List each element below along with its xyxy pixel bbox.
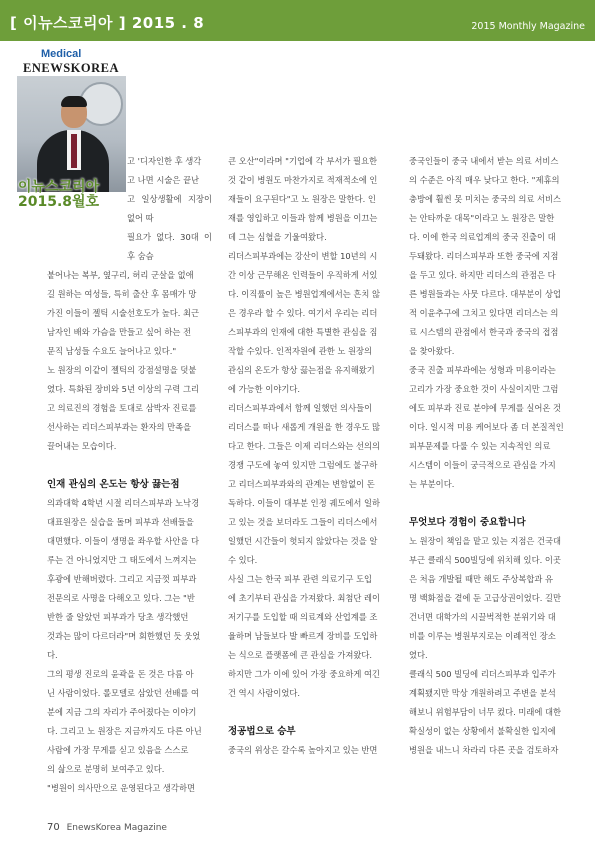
cover-caption-line1: 이뉴스코리아: [18, 179, 100, 195]
paragraph-gap: [47, 456, 212, 475]
text-line: 부근 클래식 500빌딩에 위치해 있다. 이곳: [409, 555, 561, 565]
text-line: 고 일상생활에 지장이 없어 따: [127, 194, 212, 223]
text-line: 저기구를 도입할 때 의료계와 산업계를 조: [228, 612, 378, 622]
text-line: 다. 이에 한국 의료업계의 중국 진출이 대: [409, 232, 556, 242]
text-line: 다. 이직률이 높은 병원업계에서는 흔치 않: [228, 289, 381, 299]
header-bar: [0, 0, 595, 41]
text-line: 다고 한다. 그들은 이제 리더스와는 선의의: [228, 441, 381, 451]
text-line: 다. 그리고 노 원장은 지금까지도 다른 아닌: [47, 726, 202, 736]
text-line: 필요가 없다. 30대 이후 숨슴: [127, 232, 212, 261]
text-line: 반한 줄 알았던 피부과가 당초 생각했던: [47, 612, 189, 622]
text-line: 하지만 그가 이에 있어 가장 중요하게 여긴: [228, 669, 381, 679]
text-line: 에도 피부과 진료 분야에 무게를 실어온 것: [409, 403, 562, 413]
text-line: 을 두고 있다. 하지만 리더스의 관점은 다: [409, 270, 556, 280]
text-line: 는 식으로 플랫폼에 큰 관심을 가져왔다.: [228, 650, 373, 660]
text-line: 의 수준은 아직 매우 낮다고 한다. "제휴의: [409, 175, 560, 185]
header-title: [ 이뉴스코리아 ] 2015 . 8: [10, 14, 205, 32]
text-line: 고리가 가장 중요한 것이 사실이지만 그럼: [409, 384, 559, 394]
text-line: 데 그는 심혈을 기울여왔다.: [228, 232, 327, 242]
text-line: 는 안타까운 대목"이라고 노 원장은 말한: [409, 213, 555, 223]
section-heading: 무엇보다 경험이 중요합니다: [409, 517, 526, 528]
text-line: 에 초기부터 관심을 가져왔다. 최첨단 레이: [228, 593, 381, 603]
text-line: 닌 사람이었다. 롤모델로 삼았던 선배를 여: [47, 688, 200, 698]
text-line: 명 백화점을 곁에 둔 고급상권이었다. 길만: [409, 593, 562, 603]
text-line: 끌어내는 모습이다.: [47, 441, 117, 451]
text-line: 중국의 위상은 갈수록 높아지고 있는 반면: [228, 745, 378, 755]
text-line: 른 병원들과는 사뭇 다르다. 대부분이 상업: [409, 289, 562, 299]
page-number: 70: [47, 822, 60, 833]
text-line: 큰 오산"이라며 "기업에 각 부서가 필요한: [228, 156, 378, 166]
text-line: 비를 이루는 병원부지로는 이례적인 장소: [409, 631, 556, 641]
text-line: 해보니 위험부담이 너무 컸다. 미래에 대한: [409, 707, 562, 717]
article-column-1: [47, 152, 212, 793]
text-line: 루는 건 아니었지만 그 태도에서 느껴지는: [47, 555, 197, 565]
text-line: 적 이윤추구에 그치고 있다면 리더스는 의: [409, 308, 559, 318]
text-line: 이다. 일시적 미용 케어보다 좀 더 본질적인: [409, 422, 564, 432]
text-line: 피부문제를 다룰 수 있는 지속적인 의료: [409, 441, 551, 451]
text-line: 경쟁 구도에 놓여 있지만 그럼에도 불구하: [228, 460, 378, 470]
text-line: 그의 평생 진로의 윤곽을 돈 것은 다름 아: [47, 669, 194, 679]
text-line: 두돼왔다. 리더스피부과 또한 중국에 지점: [409, 251, 559, 261]
text-line: 는 부분이다.: [409, 479, 455, 489]
text-line: 고 의료진의 경험을 토대로 삼박자 진료를: [47, 403, 197, 413]
text-line: 리더스피부과에는 강산이 변할 10년의 시: [228, 251, 378, 261]
text-line: 길 원하는 여성들, 특히 출산 후 몸매가 망: [47, 289, 197, 299]
text-line: 고 나면 시술은 끝난: [127, 175, 200, 185]
section-heading: 인재 관심의 온도는 항상 끓는점: [47, 479, 180, 490]
text-line: 선사하는 리더스피부과는 환자의 만족을: [47, 422, 192, 432]
text-line: 료 시스템의 관점에서 한국과 중국의 접점: [409, 327, 559, 337]
text-line: 문직 남성들 수요도 늘어나고 있다.": [47, 346, 177, 356]
text-line: 후광에 반해버렸다. 그리고 지금껏 피부과: [47, 574, 197, 584]
text-line: 건 역시 사람이었다.: [228, 688, 301, 698]
text-line: 붙어나는 복부, 옆구리, 허리 군살을 없애: [47, 270, 194, 280]
cover-person-hair: [61, 96, 87, 107]
article-column-3: [409, 152, 577, 792]
text-line: 분에 지금 그의 자리가 주어졌다는 이야기: [47, 707, 197, 717]
text-line: 재를 영입하고 이들과 함께 병원을 이끄는: [228, 213, 378, 223]
text-line: 다.: [47, 650, 58, 660]
text-line: 중국인들이 중국 내에서 받는 의료 서비스: [409, 156, 559, 166]
text-line: 의 삶으로 분명히 보여주고 있다.: [47, 764, 165, 774]
text-line: 계획됐지만 막상 개원하려고 주변을 분석: [409, 688, 556, 698]
text-line: 독하다. 이들이 대부분 인정 궤도에서 일하: [228, 498, 381, 508]
text-line: 고 있는 것을 보더라도 그들이 리더스에서: [228, 517, 378, 527]
text-line: 은 처음 개발될 때만 해도 주상복합과 유: [409, 574, 554, 584]
text-line: 관심의 온도가 항상 끓는점을 유지해왔기: [228, 365, 375, 375]
text-line: 대표원장은 실습을 돌며 피부과 선배들을: [47, 517, 194, 527]
text-line: 전문의로 사명을 다해오고 있다. 그는 "반: [47, 593, 195, 603]
cover-medical-label: Medical: [41, 48, 82, 60]
paragraph-gap: [228, 703, 391, 722]
header-magazine: 2015 Monthly Magazine: [471, 21, 585, 32]
text-line: 사람에 가장 무게를 싣고 있음을 스스로: [47, 745, 189, 755]
text-line: 작할 수있다. 인적자원에 관한 노 원장의: [228, 346, 373, 356]
text-line: 병원을 내느니 차라리 다른 곳을 검토하자: [409, 745, 559, 755]
text-line: 의과대학 4학년 시절 리더스피부과 노낙경: [47, 498, 200, 508]
text-line: 사실 그는 한국 피부 관련 의료기구 도입: [228, 574, 373, 584]
page-footer: [47, 822, 167, 833]
text-line: 을 찾아왔다.: [409, 346, 455, 356]
paragraph-gap: [409, 494, 577, 513]
text-line: 고 리더스피부과와의 관계는 변함없이 돈: [228, 479, 375, 489]
text-line: 은 경우라 할 수 있다. 여기서 우리는 리더: [228, 308, 378, 318]
text-line: 스피부과의 인재에 대한 특별한 관심을 짐: [228, 327, 378, 337]
text-line: 에 가능한 이야기다.: [228, 384, 301, 394]
text-line: 것과는 많이 다르더라"며 회한했던 듯 웃었: [47, 631, 201, 641]
text-line: 확실성이 없는 상황에서 불확실한 입지에: [409, 726, 556, 736]
text-line: 리더스를 떠나 새롭게 개원을 한 경우도 많: [228, 422, 381, 432]
footer-publication: EnewsKorea Magazine: [66, 823, 167, 833]
text-line: 였다.: [409, 650, 428, 660]
text-line: 재들이 요구된다"고 노 원장은 말한다. 인: [228, 194, 376, 204]
cover-logo: ENEWSKOREA: [23, 61, 119, 75]
text-line: 수 있다.: [228, 555, 258, 565]
section-heading: 정공법으로 승부: [228, 726, 296, 737]
text-line: 고 '디자인한 후 생각: [127, 156, 202, 166]
text-line: 였다. 특화된 장비와 5년 이상의 구력 그리: [47, 384, 199, 394]
text-line: 노 원장의 이같이 젤틱의 강점설명을 덧붙: [47, 365, 197, 375]
text-line: 남자인 배와 가슴을 만들고 싶어 하는 전: [47, 327, 192, 337]
text-line: 노 원장이 책임을 맡고 있는 지점은 건국대: [409, 536, 562, 546]
article-column-2: [228, 152, 391, 792]
text-line: 클래식 500 빌딩에 리더스피부과 입주가: [409, 669, 556, 679]
text-line: 율하며 남들보다 발 빠르게 장비를 도입하: [228, 631, 378, 641]
text-line: 중국 진출 피부과에는 성형과 미용이라는: [409, 365, 556, 375]
text-line: 리더스피부과에서 함께 일했던 의사들이: [228, 403, 373, 413]
text-line: 가진 이들이 젤틱 시술선호도가 높다. 최근: [47, 308, 200, 318]
text-line: 대면했다. 이들이 생명을 좌우할 사안을 다: [47, 536, 200, 546]
text-line: 충방에 훨씬 못 미치는 중국의 의료 서비스: [409, 194, 562, 204]
text-line: 시스템이 이들이 궁극적으로 관심을 가지: [409, 460, 556, 470]
text-line: 일했던 시간들이 헛되지 않았다는 것을 알: [228, 536, 378, 546]
text-line: 간 이상 근무해온 인력들이 우직하게 서있: [228, 270, 378, 280]
text-line: 건너면 대학가의 시끌벅적한 분위기와 대: [409, 612, 556, 622]
text-line: "병원이 의사만으로 운영된다고 생각하면: [47, 783, 195, 793]
cover-caption-line2: 2015.8월호: [18, 194, 100, 210]
text-line: 것 같이 병원도 마찬가지로 적재적소에 인: [228, 175, 378, 185]
